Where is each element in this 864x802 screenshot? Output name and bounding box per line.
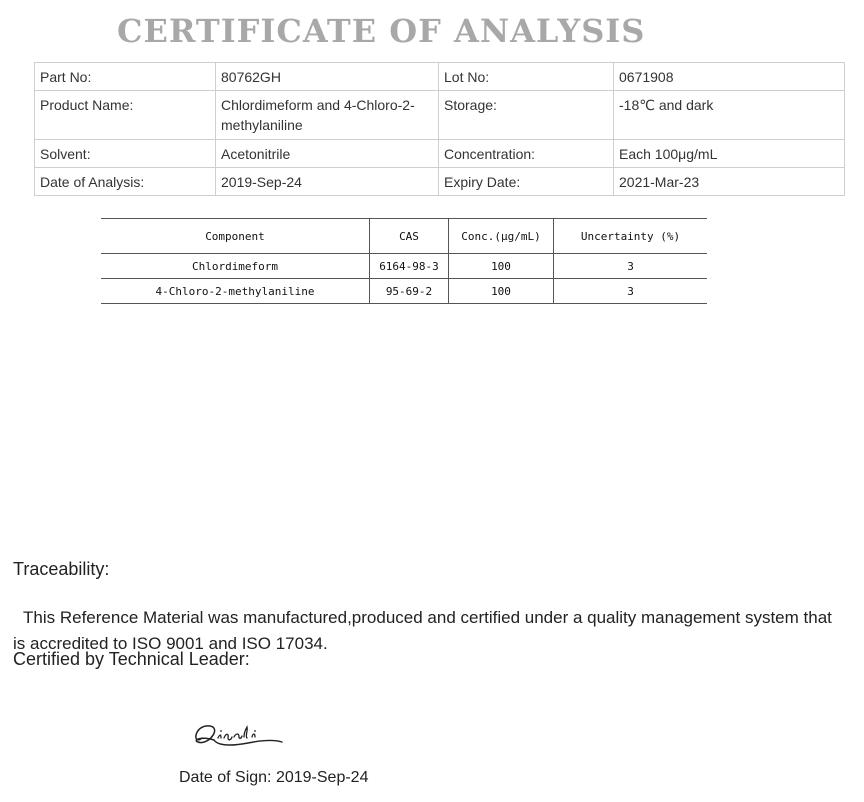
component-uncertainty: 3 [554,254,708,279]
traceability-text: This Reference Material was manufactured,produced and certified under a quality management system that is accredited to ISO 9001 and ISO 17034. [13,608,832,653]
component-concentration: 100 [449,279,554,304]
traceability-heading: Traceability: [13,559,110,579]
date-of-sign-value: 2019-Sep-24 [275,769,369,786]
page-title: CERTIFICATE OF ANALYSIS [117,12,646,50]
component-table [101,218,707,304]
storage-value: -18℃ and dark [614,91,845,140]
column-header-uncertainty: Uncertainty (%) [554,219,708,254]
concentration-value: Each 100μg/mL [614,140,845,168]
part-no-value: 80762GH [216,63,439,91]
expiry-date-value: 2021-Mar-23 [614,168,845,196]
table-header-row [101,219,707,254]
solvent-value: Acetonitrile [216,140,439,168]
date-of-sign [179,769,368,787]
table-row [35,63,845,91]
lot-no-value: 0671908 [614,63,845,91]
component-cas: 95-69-2 [370,279,449,304]
table-row [101,254,707,279]
table-row [101,279,707,304]
signature-image [188,716,288,752]
date-of-sign-label: Date of Sign: [179,769,272,786]
expiry-date-label: Expiry Date: [439,168,614,196]
analysis-date-label: Date of Analysis: [35,168,216,196]
component-cas: 6164-98-3 [370,254,449,279]
column-header-concentration: Conc.(μg/mL) [449,219,554,254]
lot-no-label: Lot No: [439,63,614,91]
table-row [35,168,845,196]
analysis-date-value: 2019-Sep-24 [216,168,439,196]
storage-label: Storage: [439,91,614,140]
column-header-component: Component [101,219,370,254]
component-name: Chlordimeform [101,254,370,279]
solvent-label: Solvent: [35,140,216,168]
concentration-label: Concentration: [439,140,614,168]
component-concentration: 100 [449,254,554,279]
column-header-cas: CAS [370,219,449,254]
product-name-label: Product Name: [35,91,216,140]
component-uncertainty: 3 [554,279,708,304]
product-name-value: Chlordimeform and 4-Chloro-2-methylaniline [216,91,439,140]
certified-by-label: Certified by Technical Leader: [13,649,250,669]
table-row [35,140,845,168]
table-row [35,91,845,140]
component-name: 4-Chloro-2-methylaniline [101,279,370,304]
part-no-label: Part No: [35,63,216,91]
product-info-table [34,62,845,196]
